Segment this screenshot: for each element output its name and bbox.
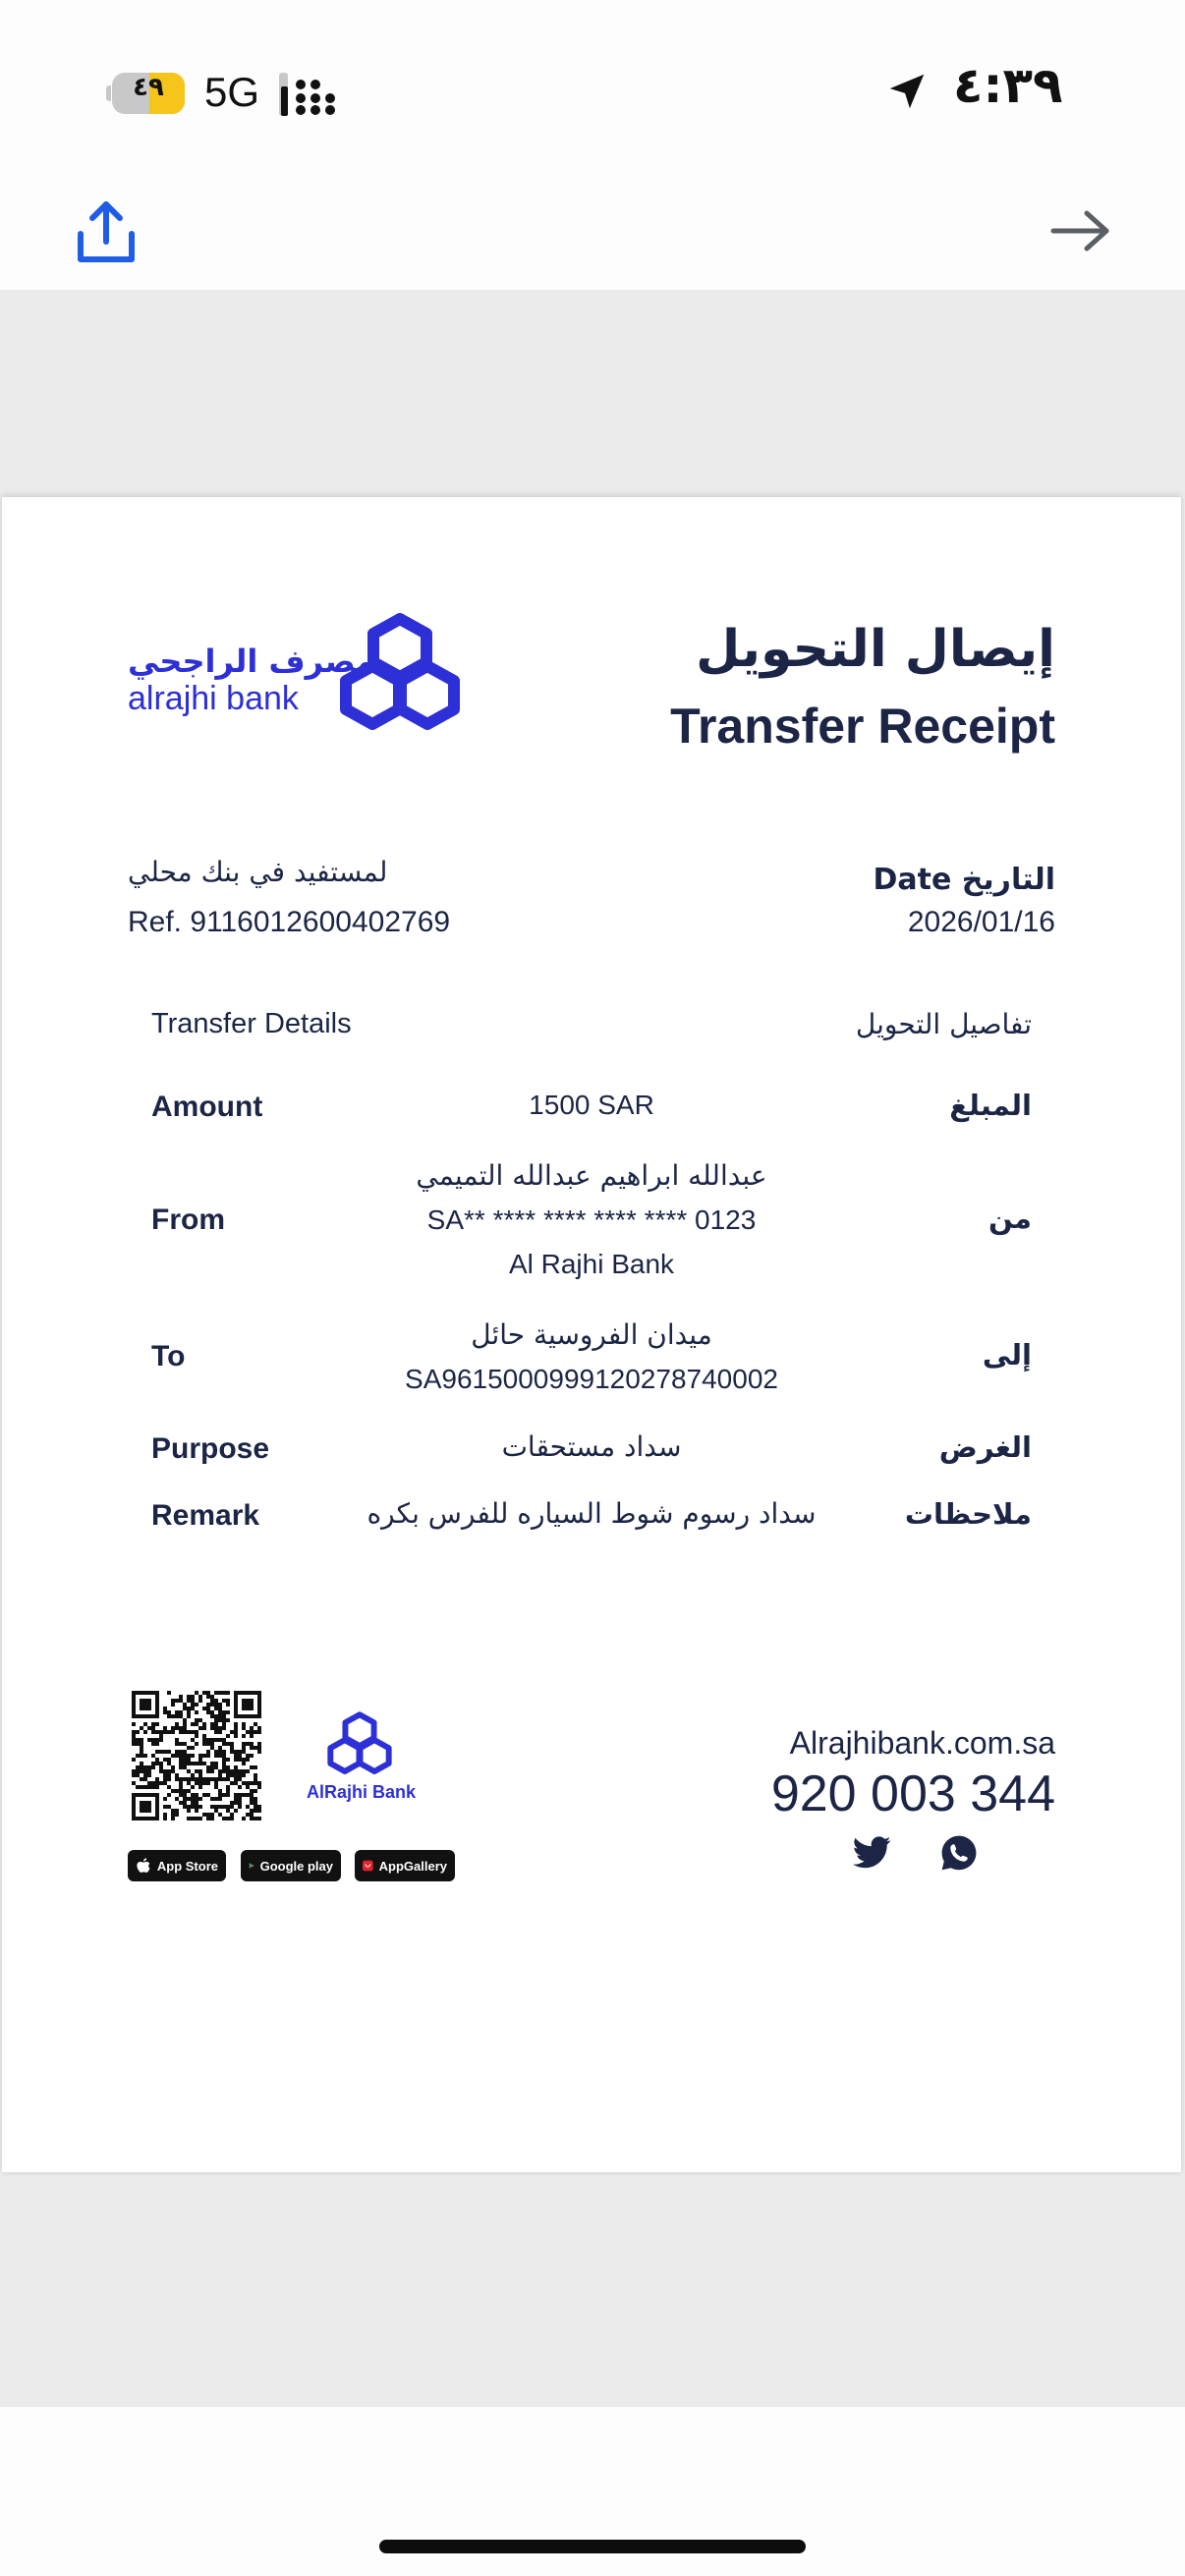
website-link[interactable]: Alrajhibank.com.sa bbox=[789, 1725, 1055, 1761]
amount-value bbox=[287, 1083, 896, 1127]
network-type: 5G bbox=[204, 69, 260, 115]
amount-text: 1500 SAR bbox=[529, 1090, 654, 1120]
twitter-icon[interactable] bbox=[853, 1836, 892, 1870]
to-value bbox=[287, 1313, 896, 1401]
purpose-value bbox=[287, 1425, 896, 1469]
receipt-page bbox=[2, 497, 1181, 2172]
to-iban: SA9615000999120278740002 bbox=[405, 1364, 778, 1394]
phone-number[interactable]: 920 003 344 bbox=[770, 1765, 1055, 1822]
to-label-en: To bbox=[151, 1340, 186, 1372]
app-gallery-label: AppGallery bbox=[378, 1858, 447, 1874]
from-label-en: From bbox=[151, 1204, 225, 1236]
app-logo-label: AlRajhi Bank bbox=[307, 1782, 417, 1802]
alrajhi-app-logo-icon bbox=[326, 1711, 393, 1778]
remark-text: سداد رسوم شوط السياره للفرس بكره bbox=[367, 1497, 817, 1530]
app-store-badge[interactable] bbox=[128, 1850, 226, 1881]
forward-button[interactable] bbox=[1044, 196, 1118, 265]
apple-icon bbox=[136, 1857, 151, 1875]
remark-value bbox=[287, 1491, 896, 1536]
bank-name-ar: مصرف الراجحي bbox=[128, 643, 375, 680]
reference-number: Ref. 9116012600402769 bbox=[128, 906, 451, 938]
date-value: 2026/01/16 bbox=[907, 906, 1055, 938]
share-icon bbox=[75, 198, 138, 265]
date-label: Date التاريخ bbox=[873, 863, 1055, 897]
to-label-ar: إلى bbox=[982, 1338, 1032, 1372]
section-title-ar: تفاصيل التحويل bbox=[855, 1008, 1032, 1040]
battery-icon bbox=[106, 73, 185, 114]
from-name: عبدالله ابراهيم عبدالله التميمي bbox=[416, 1159, 767, 1192]
google-play-icon bbox=[249, 1857, 254, 1875]
receipt-title-ar: إيصال التحويل bbox=[696, 620, 1055, 679]
google-play-label: Google play bbox=[259, 1858, 333, 1874]
clock: ٤:٣٩ bbox=[953, 57, 1063, 114]
receipt-title-en: Transfer Receipt bbox=[670, 699, 1055, 754]
beneficiary-type: لمستفيد في بنك محلي bbox=[128, 856, 388, 888]
arrow-right-icon bbox=[1049, 207, 1112, 254]
qr-code-icon bbox=[132, 1691, 261, 1820]
amount-label-ar: المبلغ bbox=[949, 1089, 1032, 1122]
purpose-label-en: Purpose bbox=[151, 1432, 270, 1465]
amount-label-en: Amount bbox=[151, 1091, 263, 1123]
share-button[interactable] bbox=[69, 195, 143, 269]
app-store-label: App Store bbox=[156, 1858, 218, 1874]
home-indicator[interactable] bbox=[379, 2540, 806, 2553]
from-bank: Al Rajhi Bank bbox=[508, 1249, 675, 1279]
battery-level-text: ٤٩ bbox=[133, 73, 164, 102]
signal-bars-icon bbox=[279, 73, 340, 116]
location-arrow-icon bbox=[884, 69, 930, 114]
to-name: ميدان الفروسية حائل bbox=[471, 1318, 712, 1351]
whatsapp-icon[interactable] bbox=[940, 1834, 978, 1872]
from-value bbox=[287, 1153, 896, 1286]
from-label-ar: من bbox=[988, 1202, 1032, 1235]
alrajhi-logo-icon bbox=[338, 613, 462, 737]
remark-label-ar: ملاحظات bbox=[904, 1497, 1032, 1531]
purpose-text: سداد مستحقات bbox=[501, 1430, 682, 1463]
purpose-label-ar: الغرض bbox=[938, 1430, 1032, 1464]
section-title-en: Transfer Details bbox=[151, 1008, 352, 1039]
bank-name-en: alrajhi bank bbox=[128, 680, 299, 717]
remark-label-en: Remark bbox=[151, 1499, 260, 1532]
app-gallery-badge[interactable] bbox=[355, 1850, 455, 1881]
huawei-appgallery-icon bbox=[363, 1857, 373, 1875]
from-account: SA** **** **** **** **** 0123 bbox=[426, 1204, 757, 1235]
google-play-badge[interactable] bbox=[241, 1850, 341, 1881]
